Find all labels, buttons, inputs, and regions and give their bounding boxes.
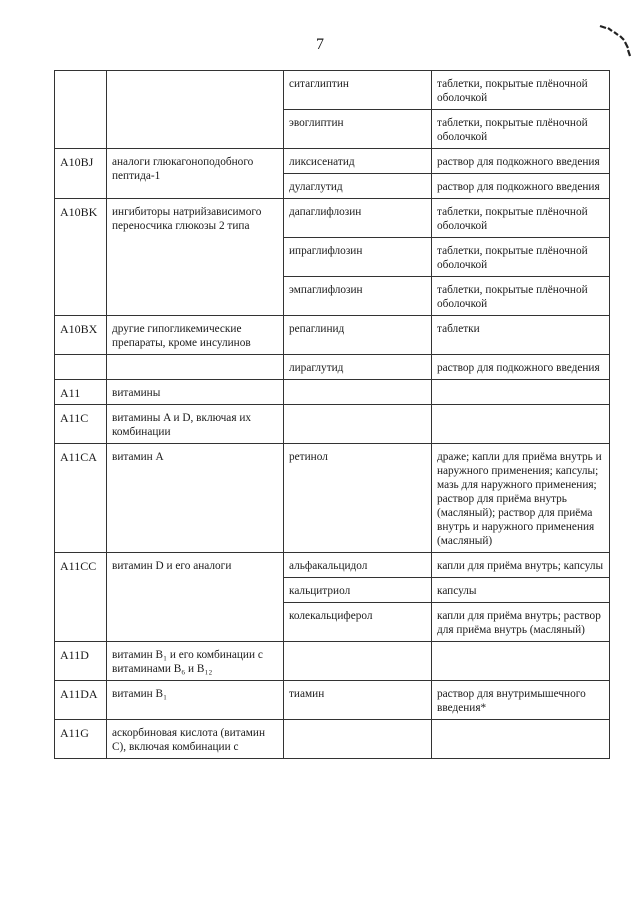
group-name: витамины — [107, 380, 284, 405]
table-row — [55, 553, 610, 578]
table-row — [55, 380, 610, 405]
drug-name: эмпаглифлозин — [284, 277, 432, 316]
dosage-form: таблетки, покрытые плёночной оболочкой — [432, 238, 610, 277]
dosage-form — [432, 380, 610, 405]
drug-name: дапаглифлозин — [284, 199, 432, 238]
drug-name: репаглинид — [284, 316, 432, 355]
drug-name: кальцитриол — [284, 578, 432, 603]
dosage-form: таблетки, покрытые плёночной оболочкой — [432, 110, 610, 149]
corner-mark — [598, 22, 632, 62]
dosage-form: раствор для подкожного введения — [432, 149, 610, 174]
table-row — [55, 316, 610, 355]
drug-name — [284, 642, 432, 681]
drug-name: ипраглифлозин — [284, 238, 432, 277]
atc-code: A11 — [55, 380, 107, 405]
drug-name: эвоглиптин — [284, 110, 432, 149]
drug-name: ретинол — [284, 444, 432, 553]
table-row — [55, 405, 610, 444]
atc-code — [55, 71, 107, 149]
table-row — [55, 642, 610, 681]
atc-code: A11DA — [55, 681, 107, 720]
table-row — [55, 444, 610, 553]
atc-code: A11CC — [55, 553, 107, 642]
drug-table — [54, 70, 610, 759]
group-name — [107, 355, 284, 380]
dosage-form — [432, 720, 610, 759]
dosage-form: раствор для подкожного введения — [432, 174, 610, 199]
drug-name: дулаглутид — [284, 174, 432, 199]
atc-code — [55, 355, 107, 380]
drug-name — [284, 405, 432, 444]
dosage-form: таблетки, покрытые плёночной оболочкой — [432, 199, 610, 238]
drug-name: колекальциферол — [284, 603, 432, 642]
group-name: витамин B₁ и его комбинации с витаминами B₆ и B₁₂ — [107, 642, 284, 681]
page-number: 7 — [316, 36, 324, 53]
dosage-form: капли для приёма внутрь; капсулы — [432, 553, 610, 578]
group-name: витамины A и D, включая их комбинации — [107, 405, 284, 444]
dosage-form: капсулы — [432, 578, 610, 603]
dosage-form: драже; капли для приёма внутрь и наружного применения; капсулы; мазь для наружного применения; раствор для приёма внутрь (масляный); раствор для приёма внутрь и наружного применения (масляный) — [432, 444, 610, 553]
drug-name: ликсисенатид — [284, 149, 432, 174]
dosage-form: таблетки, покрытые плёночной оболочкой — [432, 71, 610, 110]
dosage-form: таблетки, покрытые плёночной оболочкой — [432, 277, 610, 316]
group-name: витамин A — [107, 444, 284, 553]
atc-code: A10BJ — [55, 149, 107, 199]
group-name: витамин D и его аналоги — [107, 553, 284, 642]
dosage-form: таблетки — [432, 316, 610, 355]
dosage-form: раствор для внутримышечного введения* — [432, 681, 610, 720]
atc-code: A11C — [55, 405, 107, 444]
group-name — [107, 71, 284, 149]
group-name: другие гипогликемические препараты, кроме инсулинов — [107, 316, 284, 355]
table-row — [55, 199, 610, 238]
table-row — [55, 355, 610, 380]
group-name: ингибиторы натрийзависимого переносчика глюкозы 2 типа — [107, 199, 284, 316]
atc-code: A10BX — [55, 316, 107, 355]
atc-code: A10BK — [55, 199, 107, 316]
dosage-form — [432, 642, 610, 681]
drug-name: лираглутид — [284, 355, 432, 380]
atc-code: A11CA — [55, 444, 107, 553]
drug-name: ситаглиптин — [284, 71, 432, 110]
table-row — [55, 681, 610, 720]
table-row — [55, 71, 610, 110]
dosage-form: капли для приёма внутрь; раствор для приёма внутрь (масляный) — [432, 603, 610, 642]
group-name: аскорбиновая кислота (витамин C), включая комбинации с — [107, 720, 284, 759]
group-name: аналоги глюкагоноподобного пептида-1 — [107, 149, 284, 199]
atc-code: A11D — [55, 642, 107, 681]
table-row — [55, 149, 610, 174]
group-name: витамин B₁ — [107, 681, 284, 720]
drug-name — [284, 380, 432, 405]
drug-name: альфакальцидол — [284, 553, 432, 578]
drug-name: тиамин — [284, 681, 432, 720]
dosage-form — [432, 405, 610, 444]
table-row — [55, 720, 610, 759]
dosage-form: раствор для подкожного введения — [432, 355, 610, 380]
atc-code: A11G — [55, 720, 107, 759]
drug-name — [284, 720, 432, 759]
